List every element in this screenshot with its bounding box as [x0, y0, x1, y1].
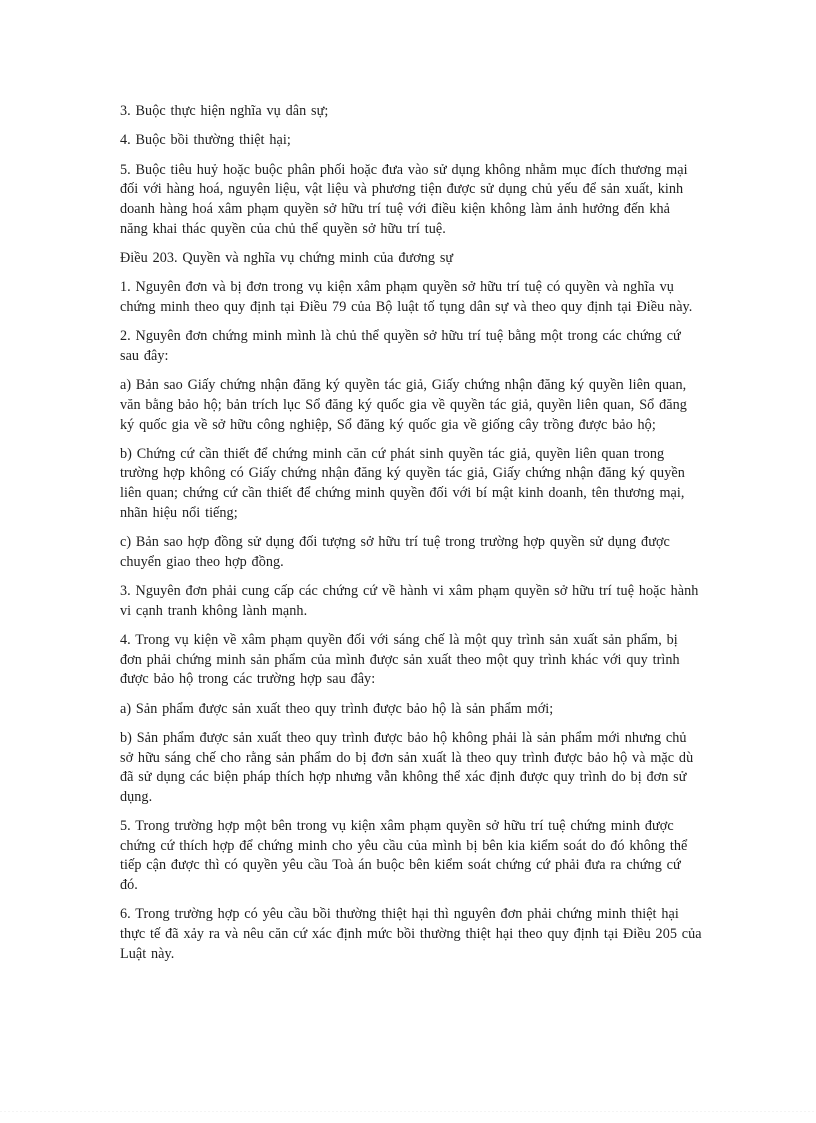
paragraph-remedy-5: 5. Buộc tiêu huỷ hoặc buộc phân phối hoặc đưa vào sử dụng không nhằm mục đích thương mại đối với hàng hoá, nguyên liệu, vật liệu và phương tiện được sử dụng chủ yếu để sản xuất, kinh doanh hàng hoá xâm phạm quyền sở hữu trí tuệ với điều kiện không làm ảnh hưởng đến khả năng khai thác quyền của chủ thể quyền sở hữu trí tuệ.: [120, 161, 688, 237]
paragraph-clause-5: 5. Trong trường hợp một bên trong vụ kiện xâm phạm quyền sở hữu trí tuệ chứng minh được chứng cứ thích hợp để chứng minh cho yêu cầu của mình bị bên kia kiểm soát do đó không thể tiếp cận được thì có quyền yêu cầu Toà án buộc bên kiểm soát chứng cứ phải đưa ra chứng cứ đó.: [120, 818, 688, 893]
paragraph-clause-3: 3. Nguyên đơn phải cung cấp các chứng cứ về hành vi xâm phạm quyền sở hữu trí tuệ hoặc hành vi cạnh tranh không lành mạnh.: [120, 583, 699, 619]
paragraph-clause-2a: a) Bản sao Giấy chứng nhận đăng ký quyền tác giả, Giấy chứng nhận đăng ký quyền liên quan, văn bằng bảo hộ; bản trích lục Sổ đăng ký quốc gia về quyền tác giả, quyền liên quan, Sổ đăng ký quốc gia về sở hữu công nghiệp, Sổ đăng ký quốc gia về giống cây trồng được bảo hộ;: [120, 377, 687, 433]
paragraph-remedy-4: 4. Buộc bồi thường thiệt hại;: [120, 132, 291, 149]
paragraph-clause-6: 6. Trong trường hợp có yêu cầu bồi thường thiệt hại thì nguyên đơn phải chứng minh thiệt hại thực tế đã xảy ra và nêu căn cứ xác định mức bồi thường thiệt hại theo quy định tại Điều 205 của Luật này.: [120, 906, 702, 962]
paragraph-clause-2: 2. Nguyên đơn chứng minh mình là chủ thể quyền sở hữu trí tuệ bằng một trong các chứng cứ sau đây:: [120, 328, 681, 364]
paragraph-clause-2b: b) Chứng cứ cần thiết để chứng minh căn cứ phát sinh quyền tác giả, quyền liên quan trong trường hợp không có Giấy chứng nhận đăng ký quyền tác giả, Giấy chứng nhận đăng ký quyền liên quan; chứng cứ cần thiết để chứng minh quyền đối với bí mật kinh doanh, tên thương mại, nhãn hiệu nổi tiếng;: [120, 445, 685, 521]
paragraph-clause-1: 1. Nguyên đơn và bị đơn trong vụ kiện xâm phạm quyền sở hữu trí tuệ có quyền và nghĩa vụ chứng minh theo quy định tại Điều 79 của Bộ luật tố tụng dân sự và theo quy định tại Điều này.: [120, 279, 693, 315]
article-heading: Điều 203. Quyền và nghĩa vụ chứng minh của đương sự: [120, 249, 454, 266]
paragraph-clause-2c: c) Bản sao hợp đồng sử dụng đối tượng sở hữu trí tuệ trong trường hợp quyền sử dụng được chuyển giao theo hợp đồng.: [120, 534, 670, 570]
paragraph-clause-4b: b) Sản phẩm được sản xuất theo quy trình được bảo hộ không phải là sản phẩm mới nhưng chủ sở hữu sáng chế cho rằng sản phẩm do bị đơn sản xuất là theo quy trình được bảo hộ và mặc dù đã sử dụng các biện pháp thích hợp nhưng vẫn không thể xác định được quy trình do bị đơn sử dụng.: [120, 730, 694, 805]
document-body: [120, 102, 702, 974]
paragraph-remedy-3: 3. Buộc thực hiện nghĩa vụ dân sự;: [120, 103, 329, 119]
page-bottom-divider: [0, 1111, 816, 1112]
paragraph-clause-4: 4. Trong vụ kiện về xâm phạm quyền đối với sáng chế là một quy trình sản xuất sản phẩm, bị đơn phải chứng minh sản phẩm của mình được sản xuất theo một quy trình khác với quy trình được bảo hộ trong các trường hợp sau đây:: [120, 632, 680, 688]
paragraph-clause-4a: a) Sản phẩm được sản xuất theo quy trình được bảo hộ là sản phẩm mới;: [120, 700, 554, 717]
